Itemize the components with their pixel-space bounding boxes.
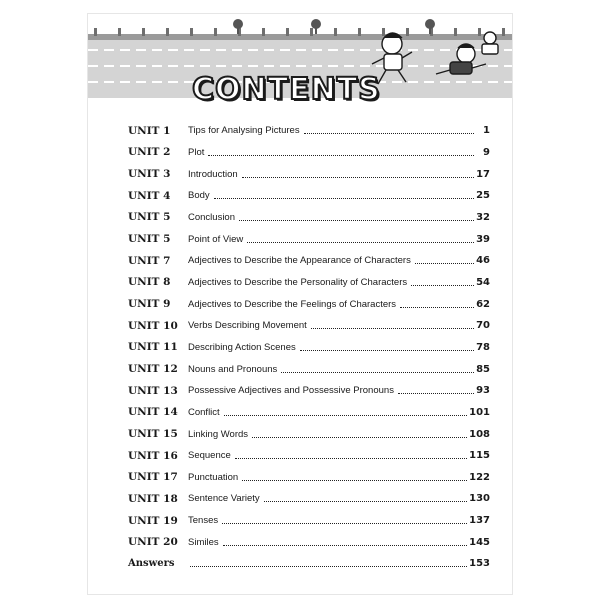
dot-leader [235, 458, 467, 459]
unit-label: UNIT 11 [128, 341, 178, 354]
unit-label: UNIT 10 [128, 319, 178, 332]
page-number: 62 [476, 298, 490, 310]
topic-title: Conclusion [188, 211, 235, 223]
toc-row[interactable] [128, 358, 490, 380]
page-number: 130 [469, 493, 490, 505]
page-number: 25 [476, 190, 490, 202]
page-number: 46 [476, 255, 490, 267]
topic-title: Describing Action Scenes [188, 341, 296, 353]
dot-leader [242, 480, 467, 481]
toc-row[interactable] [128, 120, 490, 142]
toc-row[interactable] [128, 315, 490, 337]
dot-leader [398, 393, 474, 394]
page-number: 153 [469, 558, 490, 570]
table-of-contents [128, 120, 490, 575]
unit-label: UNIT 17 [128, 471, 178, 484]
page-number: 122 [469, 471, 490, 483]
topic-title: Punctuation [188, 471, 239, 483]
unit-label: UNIT 7 [128, 254, 171, 267]
page-number: 137 [469, 515, 490, 527]
unit-label: UNIT 9 [128, 298, 171, 311]
topic-title: Body [188, 190, 210, 202]
toc-row[interactable] [128, 402, 490, 424]
unit-label: UNIT 13 [128, 384, 178, 397]
dot-leader [242, 177, 474, 178]
dot-leader [222, 523, 467, 524]
topic-title: Possessive Adjectives and Possessive Pronouns [188, 385, 394, 397]
topic-title: Conflict [188, 406, 220, 418]
page-title: CONTENTS [192, 72, 381, 107]
page-number: 85 [476, 363, 490, 375]
dot-leader [415, 263, 474, 264]
toc-row[interactable] [128, 445, 490, 467]
toc-row[interactable] [128, 423, 490, 445]
unit-label: UNIT 20 [128, 536, 178, 549]
page-number: 32 [476, 211, 490, 223]
dot-leader [281, 372, 474, 373]
toc-row[interactable] [128, 272, 490, 294]
page-number: 108 [469, 428, 490, 440]
toc-row[interactable] [128, 228, 490, 250]
toc-row[interactable] [128, 207, 490, 229]
toc-row-answers[interactable] [128, 553, 490, 575]
topic-title: Point of View [188, 233, 244, 245]
unit-label: UNIT 18 [128, 492, 178, 505]
unit-label: UNIT 14 [128, 406, 178, 419]
page-number: 145 [469, 536, 490, 548]
toc-row[interactable] [128, 163, 490, 185]
toc-row[interactable] [128, 531, 490, 553]
unit-label: UNIT 16 [128, 449, 178, 462]
page-number: 9 [483, 146, 490, 158]
unit-label: UNIT 12 [128, 363, 178, 376]
page-number: 54 [476, 276, 490, 288]
dot-leader [247, 242, 474, 243]
dot-leader [223, 545, 468, 546]
topic-title: Tips for Analysing Pictures [188, 125, 300, 137]
unit-label: UNIT 4 [128, 189, 171, 202]
unit-label: UNIT 15 [128, 428, 178, 441]
toc-row[interactable] [128, 142, 490, 164]
topic-title: Nouns and Pronouns [188, 363, 278, 375]
unit-label: UNIT 3 [128, 168, 171, 181]
toc-row[interactable] [128, 380, 490, 402]
topic-title: Adjectives to Describe the Appearance of Characters [188, 255, 411, 267]
dot-leader [214, 198, 474, 199]
unit-label: UNIT 5 [128, 233, 171, 246]
dot-leader [264, 501, 467, 502]
dot-leader [190, 566, 467, 567]
page-number: 101 [469, 406, 490, 418]
dot-leader [400, 307, 474, 308]
toc-row[interactable] [128, 488, 490, 510]
toc-row[interactable] [128, 467, 490, 489]
unit-label: UNIT 2 [128, 146, 171, 159]
topic-title: Adjectives to Describe the Personality of Characters [188, 276, 408, 288]
unit-label: UNIT 8 [128, 276, 171, 289]
topic-title: Similes [188, 536, 219, 548]
dot-leader [300, 350, 474, 351]
dot-leader [411, 285, 474, 286]
topic-title: Linking Words [188, 428, 249, 440]
page-number: 39 [476, 233, 490, 245]
page-number: 115 [469, 450, 490, 462]
dot-leader [224, 415, 467, 416]
toc-row[interactable] [128, 185, 490, 207]
topic-title: Plot [188, 146, 205, 158]
page-number: 78 [476, 341, 490, 353]
toc-row[interactable] [128, 250, 490, 272]
topic-title: Sentence Variety [188, 493, 260, 505]
dot-leader [239, 220, 474, 221]
topic-title: Introduction [188, 168, 238, 180]
page-number: 93 [476, 385, 490, 397]
topic-title: Adjectives to Describe the Feelings of Characters [188, 298, 397, 310]
dot-leader [208, 155, 474, 156]
unit-label: UNIT 1 [128, 124, 171, 137]
dot-leader [252, 437, 467, 438]
toc-row[interactable] [128, 293, 490, 315]
answers-label: Answers [128, 558, 175, 570]
unit-label: UNIT 5 [128, 211, 171, 224]
topic-title: Sequence [188, 450, 231, 462]
dot-leader [304, 133, 474, 134]
dot-leader [311, 328, 474, 329]
toc-row[interactable] [128, 510, 490, 532]
page-number: 70 [476, 320, 490, 332]
page-number: 1 [483, 125, 490, 137]
page-number: 17 [476, 168, 490, 180]
unit-label: UNIT 19 [128, 514, 178, 527]
topic-title: Verbs Describing Movement [188, 320, 307, 332]
topic-title: Tenses [188, 515, 219, 527]
toc-row[interactable] [128, 337, 490, 359]
